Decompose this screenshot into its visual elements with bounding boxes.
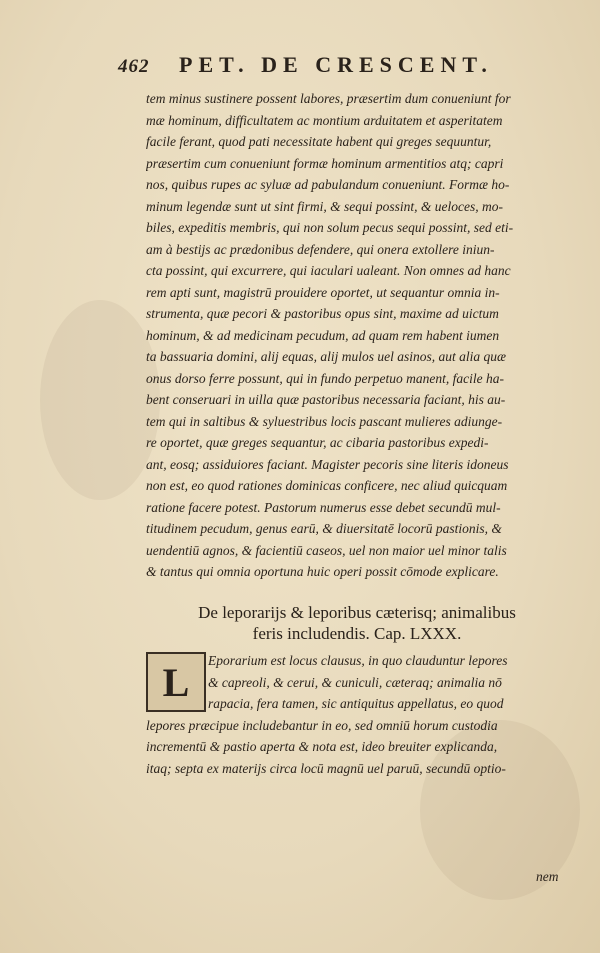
text-line: lepores præcipue includebantur in eo, sed omniū horum custodia (146, 717, 498, 733)
heading-line: feris includendis. Cap. LXXX. (252, 624, 462, 643)
text-line: facile ferant, quod pati necessitate habent qui greges sequuntur, (146, 134, 492, 149)
chapter-heading (146, 602, 568, 644)
text-line: minum legendæ sunt ut sint firmi, & sequi possint, & ueloces, mo- (146, 198, 503, 214)
text-line: ant, eosq; assiduiores faciant. Magister pecoris sine literis idoneus (146, 456, 509, 472)
text-line: ta bassuaria domini, alij equas, alij mulos uel asinos, aut alia quæ (146, 349, 507, 364)
text-line: incrementū & pastio aperta & nota est, ideo breuiter explicanda, (146, 739, 498, 754)
text-line: biles, expeditis membris, qui non solum pecus sequi possint, sed eti- (146, 220, 514, 235)
heading-line: De leporarijs & leporibus cæterisq; animalibus (198, 603, 516, 622)
text-line: & tantus qui omnia oportuna huic operi possit cōmode explicare. (146, 564, 499, 579)
page-number: 462 (118, 56, 150, 77)
text-line: rapacia, fera tamen, sic antiquitus appellatus, eo quod (208, 696, 504, 711)
text-line: cta possint, qui excurrere, qui iaculari ualeant. Non omnes ad hanc (146, 263, 511, 278)
text-line: uendentiū agnos, & facientiū caseos, uel non maior uel minor talis (146, 542, 507, 558)
text-line: non est, eo quod rationes dominicas conficere, nec aliud quicquam (146, 478, 508, 493)
running-header (118, 52, 538, 82)
text-line: præsertim cum conueniunt formæ hominum armentitios atq; capri (146, 155, 504, 171)
text-line: am à bestijs ac prædonibus defendere, qui onera extollere iniun- (146, 241, 495, 257)
chapter-text (146, 650, 568, 779)
body-text (146, 88, 568, 583)
text-line: re oportet, quæ greges sequantur, ac cibaria pastoribus expedi- (146, 435, 489, 450)
text-line: bent conseruari in uilla quæ pastoribus necessaria faciant, his au- (146, 392, 506, 407)
initial-letter: L (162, 659, 190, 705)
paper-stain (40, 300, 160, 500)
text-line: onus dorso ferre possunt, qui in fundo perpetuo manent, facile ha- (146, 370, 504, 386)
text-line: mæ hominum, difficultatem ac montium arduitatem et asperitatem (146, 112, 503, 128)
catchword: nem (536, 869, 559, 884)
text-line: rem apti sunt, magistrū prouidere oportet, ut sequantur omnia in- (146, 284, 500, 300)
text-line: tem qui in saltibus & syluestribus locis pascant mulieres adiunge- (146, 413, 503, 429)
text-line: hominum, & ad medicinam pecudum, ad quam rem habent iumen (146, 327, 500, 343)
text-line: ratione facere potest. Pastorum numerus esse debet secundū mul- (146, 499, 501, 515)
text-line: itaq; septa ex materijs circa locū magnū uel paruū, secundū optio- (146, 760, 506, 776)
text-line: Eporarium est locus clausus, in quo clauduntur lepores (208, 653, 508, 668)
text-line: nos, quibus rupes ac syluæ ad pabulandum conueniunt. Formæ ho- (146, 177, 510, 192)
text-line: titudinem pecudum, genus earū, & diuersitatē locorū pastionis, & (146, 521, 502, 536)
text-line: & capreoli, & cerui, & cuniculi, cæteraq; animalia nō (208, 674, 502, 690)
running-title: PET. DE CRESCENT. (179, 52, 493, 77)
text-line: strumenta, quæ pecori & pastoribus opus sint, maxime ad uictum (146, 306, 499, 321)
text-line: tem minus sustinere possent labores, præsertim dum conueniunt for (146, 91, 511, 106)
